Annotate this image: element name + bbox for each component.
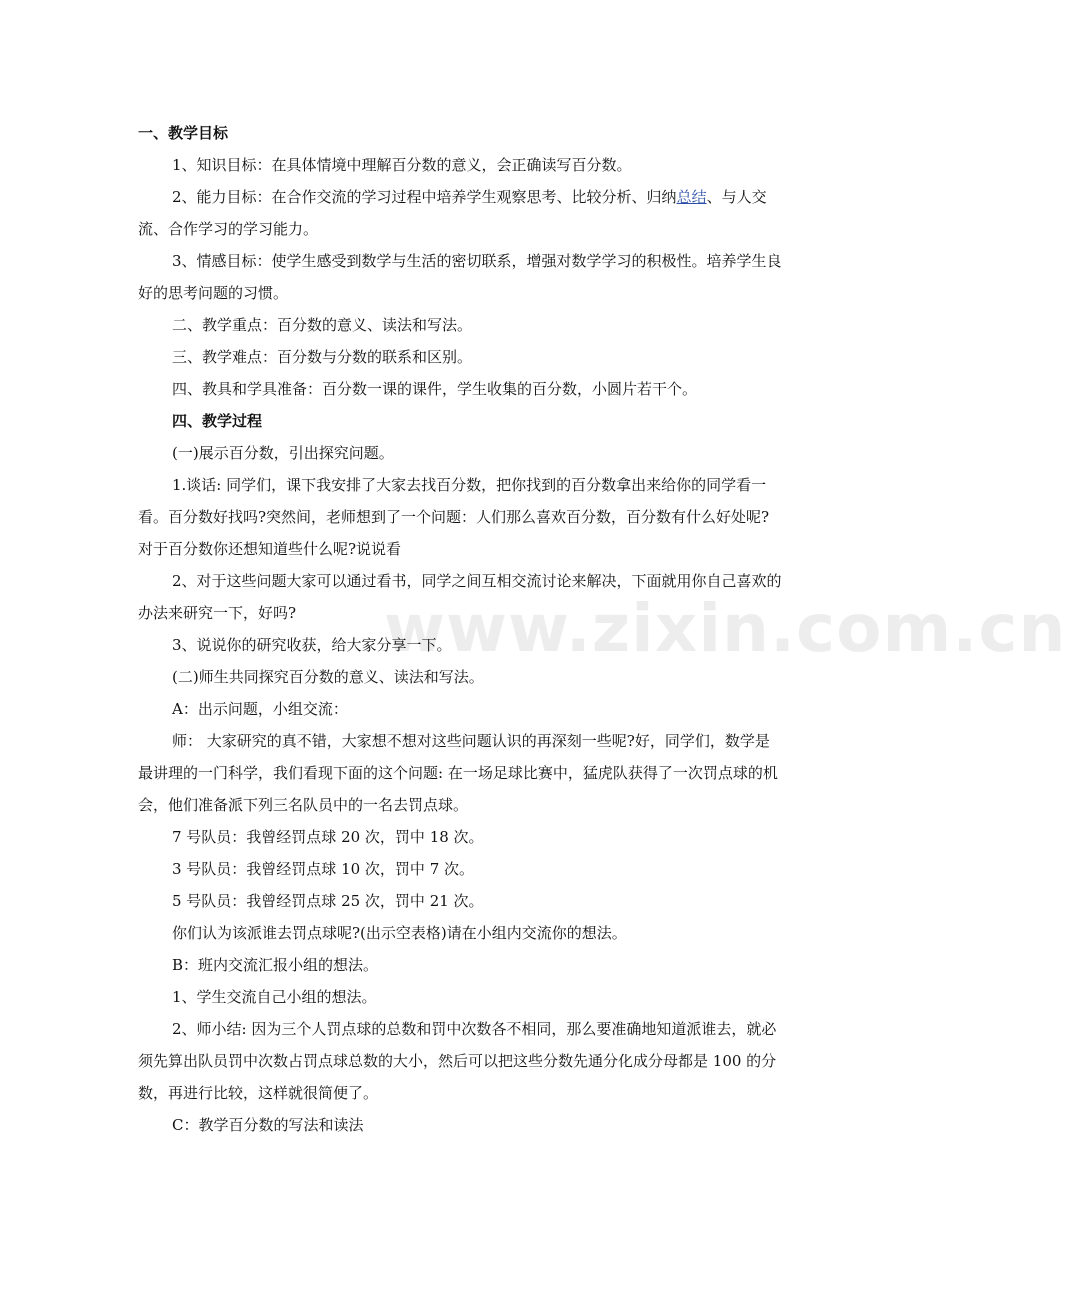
section-heading-process: 四、教学过程	[172, 412, 263, 430]
key-points: 二、教学重点：百分数的意义、读法和写法。	[172, 316, 473, 334]
teacher-summary: 2、师小结: 因为三个人罚点球的总数和罚中次数各不相同，那么要准确地知道派谁去，就必须先算出队员罚中次数占罚点球总数的大小，然后可以把这些分数先通分化成分母都是 100 的分数，再进行比较，这样就很简便了。	[138, 1020, 777, 1102]
goal-ability-text: 2、能力目标：在合作交流的学习过程中培养学生观察思考、比较分析、归纳	[172, 188, 677, 206]
part-a-label: A：出示问题，小组交流：	[172, 700, 348, 718]
goal-ability-text-end: 、与人交流、合作学习的学习能力。	[138, 188, 767, 238]
share-paragraph: 3、说说你的研究收获，给大家分享一下。	[172, 636, 452, 654]
teacher-paragraph: 师： 大家研究的真不错，大家想不想对这些问题认识的再深刻一些呢?好，同学们，数学是最讲理的一门科学，我们看现下面的这个问题: 在一场足球比赛中，猛虎队获得了一次罚点球的机会，他们准备派下列三名队员中的一名去罚点球。	[138, 732, 778, 814]
goal-ability	[138, 181, 782, 245]
player-3-line: 3 号队员：我曾经罚点球 10 次，罚中 7 次。	[172, 860, 475, 878]
step-two-title: (二)师生共同探究百分数的意义、读法和写法。	[172, 668, 484, 686]
talk-paragraph: 1.谈话: 同学们，课下我安排了大家去找百分数，把你找到的百分数拿出来给你的同学看一看。百分数好找吗?突然间，老师想到了一个问题：人们那么喜欢百分数，百分数有什么好处呢?对于百分数你还想知道些什么呢?说说看	[138, 476, 770, 558]
part-b-label: B：班内交流汇报小组的想法。	[172, 956, 379, 974]
goal-emotion: 3、情感目标：使学生感受到数学与生活的密切联系，增强对数学学习的积极性。培养学生良好的思考问题的习惯。	[138, 252, 782, 302]
part-c-label: C：教学百分数的写法和读法	[172, 1116, 364, 1134]
player-5-line: 5 号队员：我曾经罚点球 25 次，罚中 21 次。	[172, 892, 484, 910]
goal-knowledge: 1、知识目标：在具体情境中理解百分数的意义，会正确读写百分数。	[172, 156, 632, 174]
watermark: www.zixin.com.cn	[384, 590, 1066, 667]
summary-link[interactable]: 总结	[676, 188, 707, 206]
section-heading-goals: 一、教学目标	[138, 124, 229, 142]
materials: 四、教具和学具准备：百分数一课的课件，学生收集的百分数，小圆片若干个。	[172, 380, 698, 398]
player-7-line: 7 号队员：我曾经罚点球 20 次，罚中 18 次。	[172, 828, 484, 846]
step-one-title: (一)展示百分数，引出探究问题。	[172, 444, 394, 462]
difficulty: 三、教学难点：百分数与分数的联系和区别。	[172, 348, 473, 366]
question-paragraph: 你们认为该派谁去罚点球呢?(出示空表格)请在小组内交流你的想法。	[172, 924, 627, 942]
research-paragraph: 2、对于这些问题大家可以通过看书，同学之间互相交流讨论来解决，下面就用你自己喜欢的办法来研究一下，好吗?	[138, 572, 782, 622]
document-body	[138, 117, 782, 1141]
exchange-paragraph: 1、学生交流自己小组的想法。	[172, 988, 377, 1006]
